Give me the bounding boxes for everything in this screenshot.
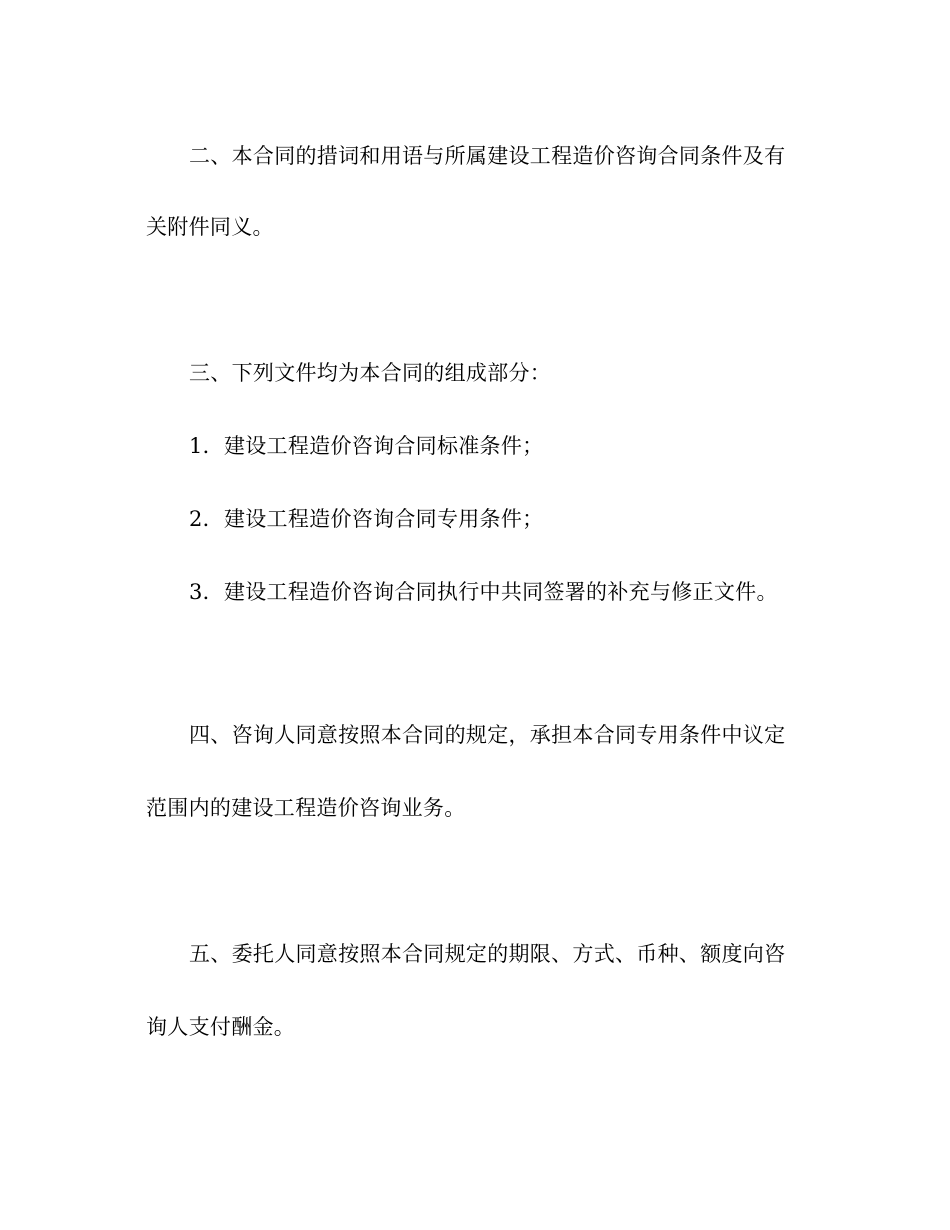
clause-two-line-2: 关附件同义。	[146, 215, 274, 239]
clause-two-line-1: 二、本合同的措词和用语与所属建设工程造价咨询合同条件及有	[189, 144, 786, 168]
clause-four-line-1: 四、咨询人同意按照本合同的规定，承担本合同专用条件中议定	[189, 723, 786, 747]
clause-three-heading: 三、下列文件均为本合同的组成部分：	[189, 361, 552, 385]
clause-five-line-1: 五、委托人同意按照本合同规定的期限、方式、币种、额度向咨	[189, 942, 786, 966]
clause-three-item-2: 2．建设工程造价咨询合同专用条件；	[189, 507, 544, 531]
clause-five-line-2: 询人支付酬金。	[146, 1015, 296, 1039]
clause-three-item-1: 1．建设工程造价咨询合同标准条件；	[189, 434, 544, 458]
clause-three-item-3: 3．建设工程造价咨询合同执行中共同签署的补充与修正文件。	[189, 580, 778, 604]
clause-four-line-2: 范围内的建设工程造价咨询业务。	[146, 796, 466, 820]
